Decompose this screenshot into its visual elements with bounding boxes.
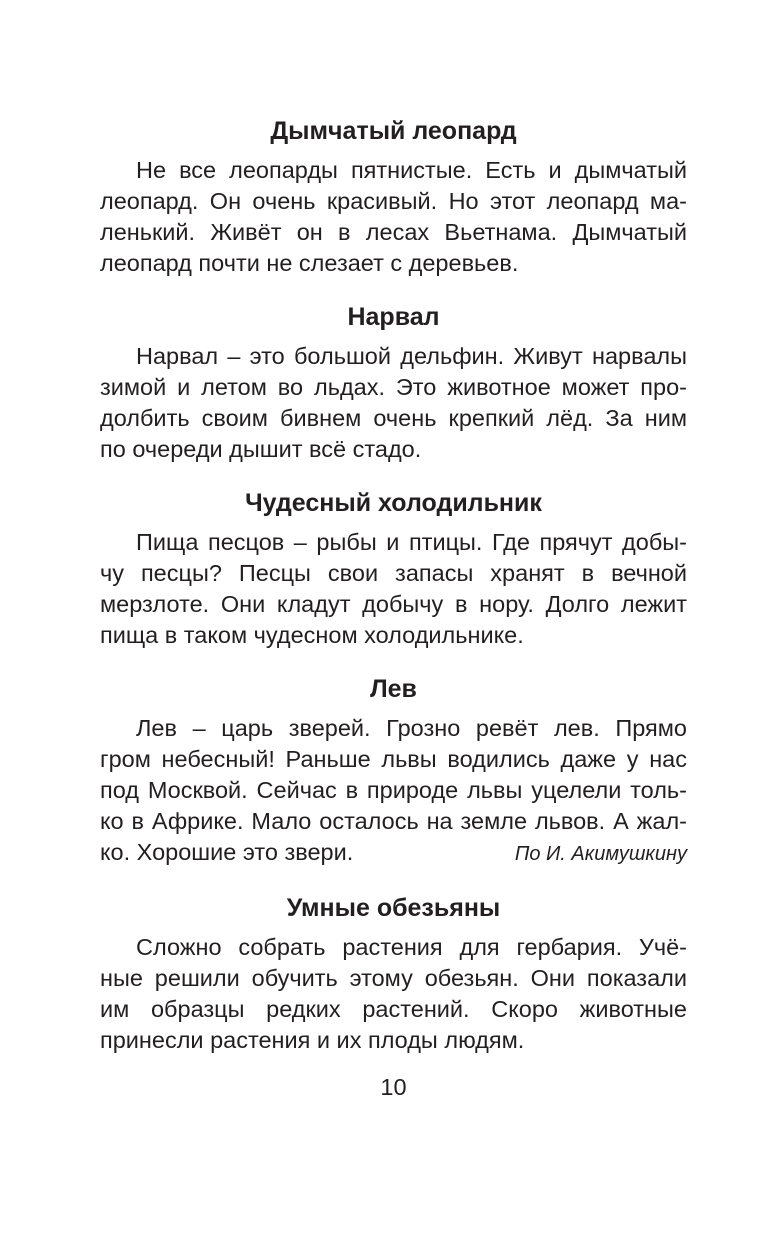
paragraph-line: зимой и летом во льдах. Это животное может про- [100,374,687,400]
paragraph-line: Не все леопарды пятнистые. Есть и дымчатый [136,157,687,183]
paragraph-line: Сложно собрать растения для гербария. Учё- [136,934,687,960]
paragraph-line: долбить своим бивнем очень крепкий лёд. За ним [100,405,687,431]
section-title-narwhal: Нарвал [347,303,440,331]
paragraph-line: пища в таком чудесном холодильнике. [100,622,524,648]
author-attribution: По И. Акимушкину [514,843,687,865]
paragraph-line: по очереди дышит всё стадо. [100,436,422,462]
paragraph-line: ко в Африке. Мало осталось на земле львов. А жал- [100,808,687,834]
section-title-smoky-leopard: Дымчатый леопард [270,117,517,145]
section-title-wonderful-fridge: Чудесный холодильник [245,489,542,517]
paragraph-line: принесли растения и их плоды людям. [100,1027,525,1053]
paragraph-line: ные решили обучить этому обезьян. Они показали [100,965,687,991]
page-number: 10 [380,1074,407,1100]
paragraph-line: ленький. Живёт он в лесах Вьетнама. Дымчатый [100,219,687,245]
paragraph-line: Пища песцов – рыбы и птицы. Где прячут добы- [136,529,687,555]
paragraph-last-line-with-author [100,837,687,867]
paragraph-line: мерзлоте. Они кладут добычу в нору. Долго лежит [100,591,687,617]
section-title-smart-monkeys: Умные обезьяны [286,894,501,922]
paragraph-line: леопард. Он очень красивый. Но этот леопард ма- [100,188,687,214]
paragraph-line: Лев – царь зверей. Грозно ревёт лев. Прямо [136,715,687,741]
paragraph-line: ко. Хорошие это звери. [100,839,354,865]
paragraph-line: чу песцы? Песцы свои запасы хранят в вечной [100,560,687,586]
paragraph-line: Нарвал – это большой дельфин. Живут нарвалы [136,343,687,369]
paragraph-line: под Москвой. Сейчас в природе львы уцелели толь- [100,777,687,803]
paragraph-line: им образцы редких растений. Скоро животные [100,996,687,1022]
section-title-lion: Лев [370,675,417,703]
paragraph-line: леопард почти не слезает с деревьев. [100,250,519,276]
paragraph-line: гром небесный! Раньше львы водились даже у нас [100,746,687,772]
